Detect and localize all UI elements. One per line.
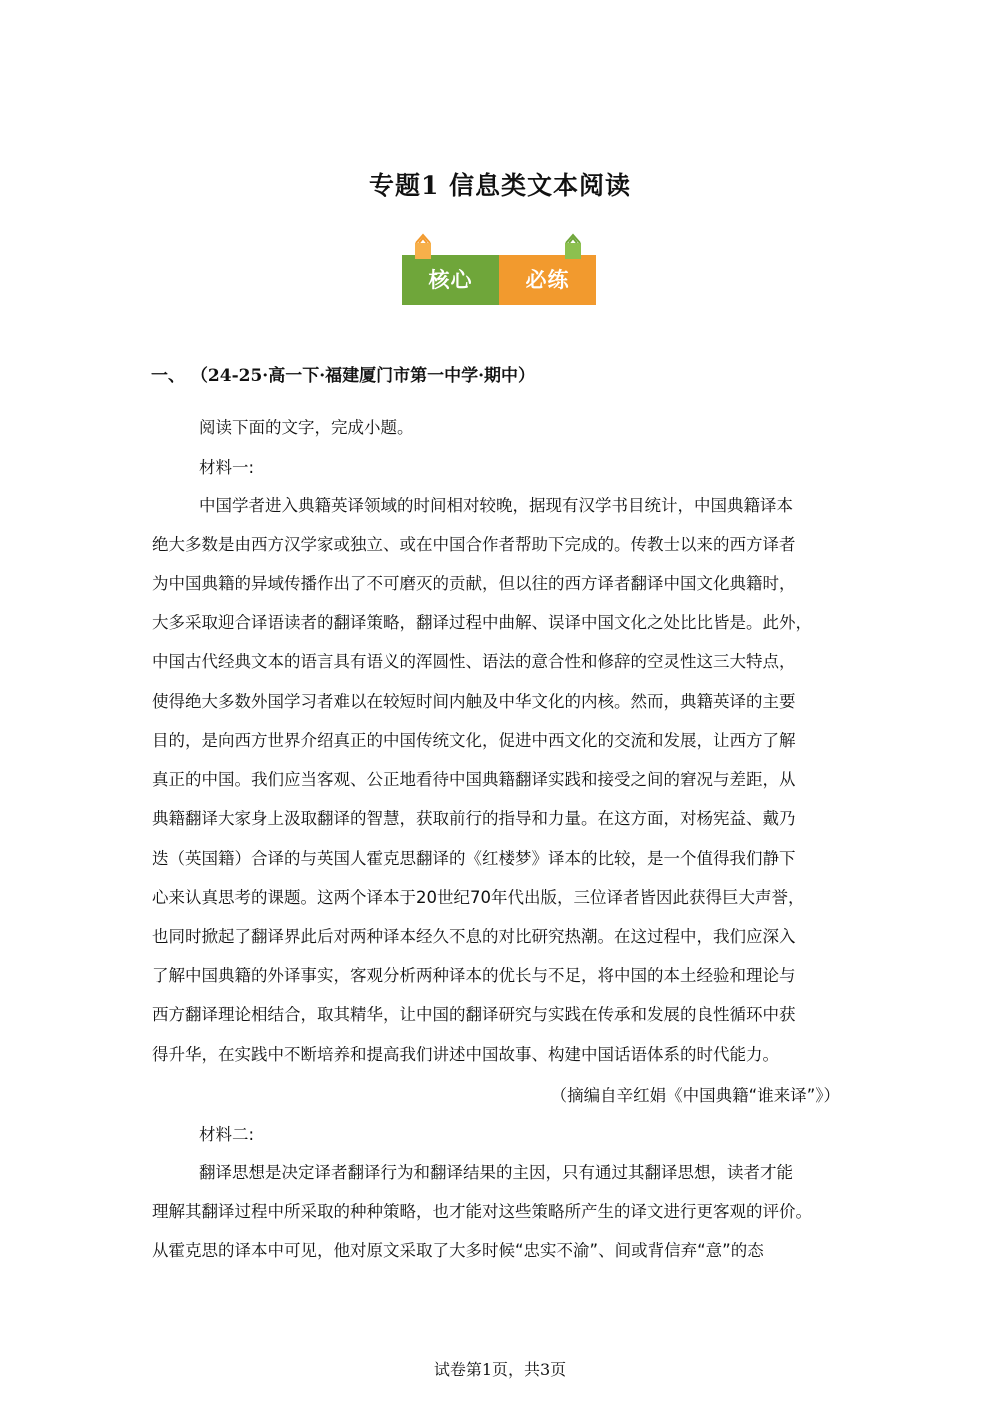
paragraph-line: 从霍克思的译本中可见，他对原文采取了大多时候“忠实不渝”、间或背信弃“意”的态: [152, 1241, 764, 1260]
question-source: （24-25·高一下·福建厦门市第一中学·期中）: [190, 366, 536, 386]
material1-label: 材料一:: [199, 458, 255, 477]
question-heading: [151, 361, 535, 386]
paragraph-line: 为中国典籍的异域传播作出了不可磨灭的贡献，但以往的西方译者翻译中国文化典籍时，: [152, 574, 796, 593]
core-practice-badge: [402, 233, 598, 307]
material2-label: 材料二:: [199, 1125, 255, 1144]
paragraph-line: 中国古代经典文本的语言具有语义的浑圆性、语法的意合性和修辞的空灵性这三大特点，: [152, 652, 796, 671]
paragraph-line: 绝大多数是由西方汉学家或独立、或在中国合作者帮助下完成的。传教士以来的西方译者: [152, 535, 796, 554]
binder-clip-icon: [412, 233, 434, 263]
paragraph-line: 也同时掀起了翻译界此后对两种译本经久不息的对比研究热潮。在这过程中，我们应深入: [152, 927, 796, 946]
paragraph-line: 中国学者进入典籍英译领域的时间相对较晚，据现有汉学书目统计，中国典籍译本: [199, 496, 793, 515]
page-footer: 试卷第1页，共3页: [433, 1360, 567, 1379]
badge-left-label: 核心: [428, 268, 473, 292]
material1-source: （摘编自辛红娟《中国典籍“谁来译”》）: [550, 1086, 840, 1105]
paragraph-line: 迭（英国籍）合译的与英国人霍克思翻译的《红楼梦》译本的比较，是一个值得我们静下: [152, 849, 796, 868]
question-number: 一、: [151, 366, 185, 386]
badge-right-label: 必练: [525, 268, 570, 292]
paragraph-line: 西方翻译理论相结合，取其精华，让中国的翻译研究与实践在传承和发展的良性循环中获: [152, 1005, 796, 1024]
paragraph-line: 使得绝大多数外国学习者难以在较短时间内触及中华文化的内核。然而，典籍英译的主要: [152, 692, 796, 711]
paragraph-line: 目的，是向西方世界介绍真正的中国传统文化，促进中西文化的交流和发展，让西方了解: [152, 731, 796, 750]
paragraph-line: 典籍翻译大家身上汲取翻译的智慧，获取前行的指导和力量。在这方面，对杨宪益、戴乃: [152, 809, 796, 828]
instruction-text: 阅读下面的文字，完成小题。: [199, 418, 414, 437]
paragraph-line: 得升华，在实践中不断培养和提高我们讲述中国故事、构建中国话语体系的时代能力。: [152, 1045, 779, 1064]
paragraph-line: 了解中国典籍的外译事实，客观分析两种译本的优长与不足，将中国的本土经验和理论与: [152, 966, 796, 985]
paragraph-line: 理解其翻译过程中所采取的种种策略，也才能对这些策略所产生的译文进行更客观的评价。: [152, 1202, 812, 1221]
paragraph-line: 翻译思想是决定译者翻译行为和翻译结果的主因，只有通过其翻译思想，读者才能: [199, 1163, 793, 1182]
page-title: 专题1 信息类文本阅读: [368, 171, 632, 200]
paragraph-line: 大多采取迎合译语读者的翻译策略，翻译过程中曲解、误译中国文化之处比比皆是。此外，: [152, 613, 812, 632]
paragraph-line: 真正的中国。我们应当客观、公正地看待中国典籍翻译实践和接受之间的窘况与差距，从: [152, 770, 796, 789]
paragraph-line: 心来认真思考的课题。这两个译本于20世纪70年代出版，三位译者皆因此获得巨大声誉，: [152, 888, 805, 907]
binder-clip-icon: [562, 233, 584, 263]
